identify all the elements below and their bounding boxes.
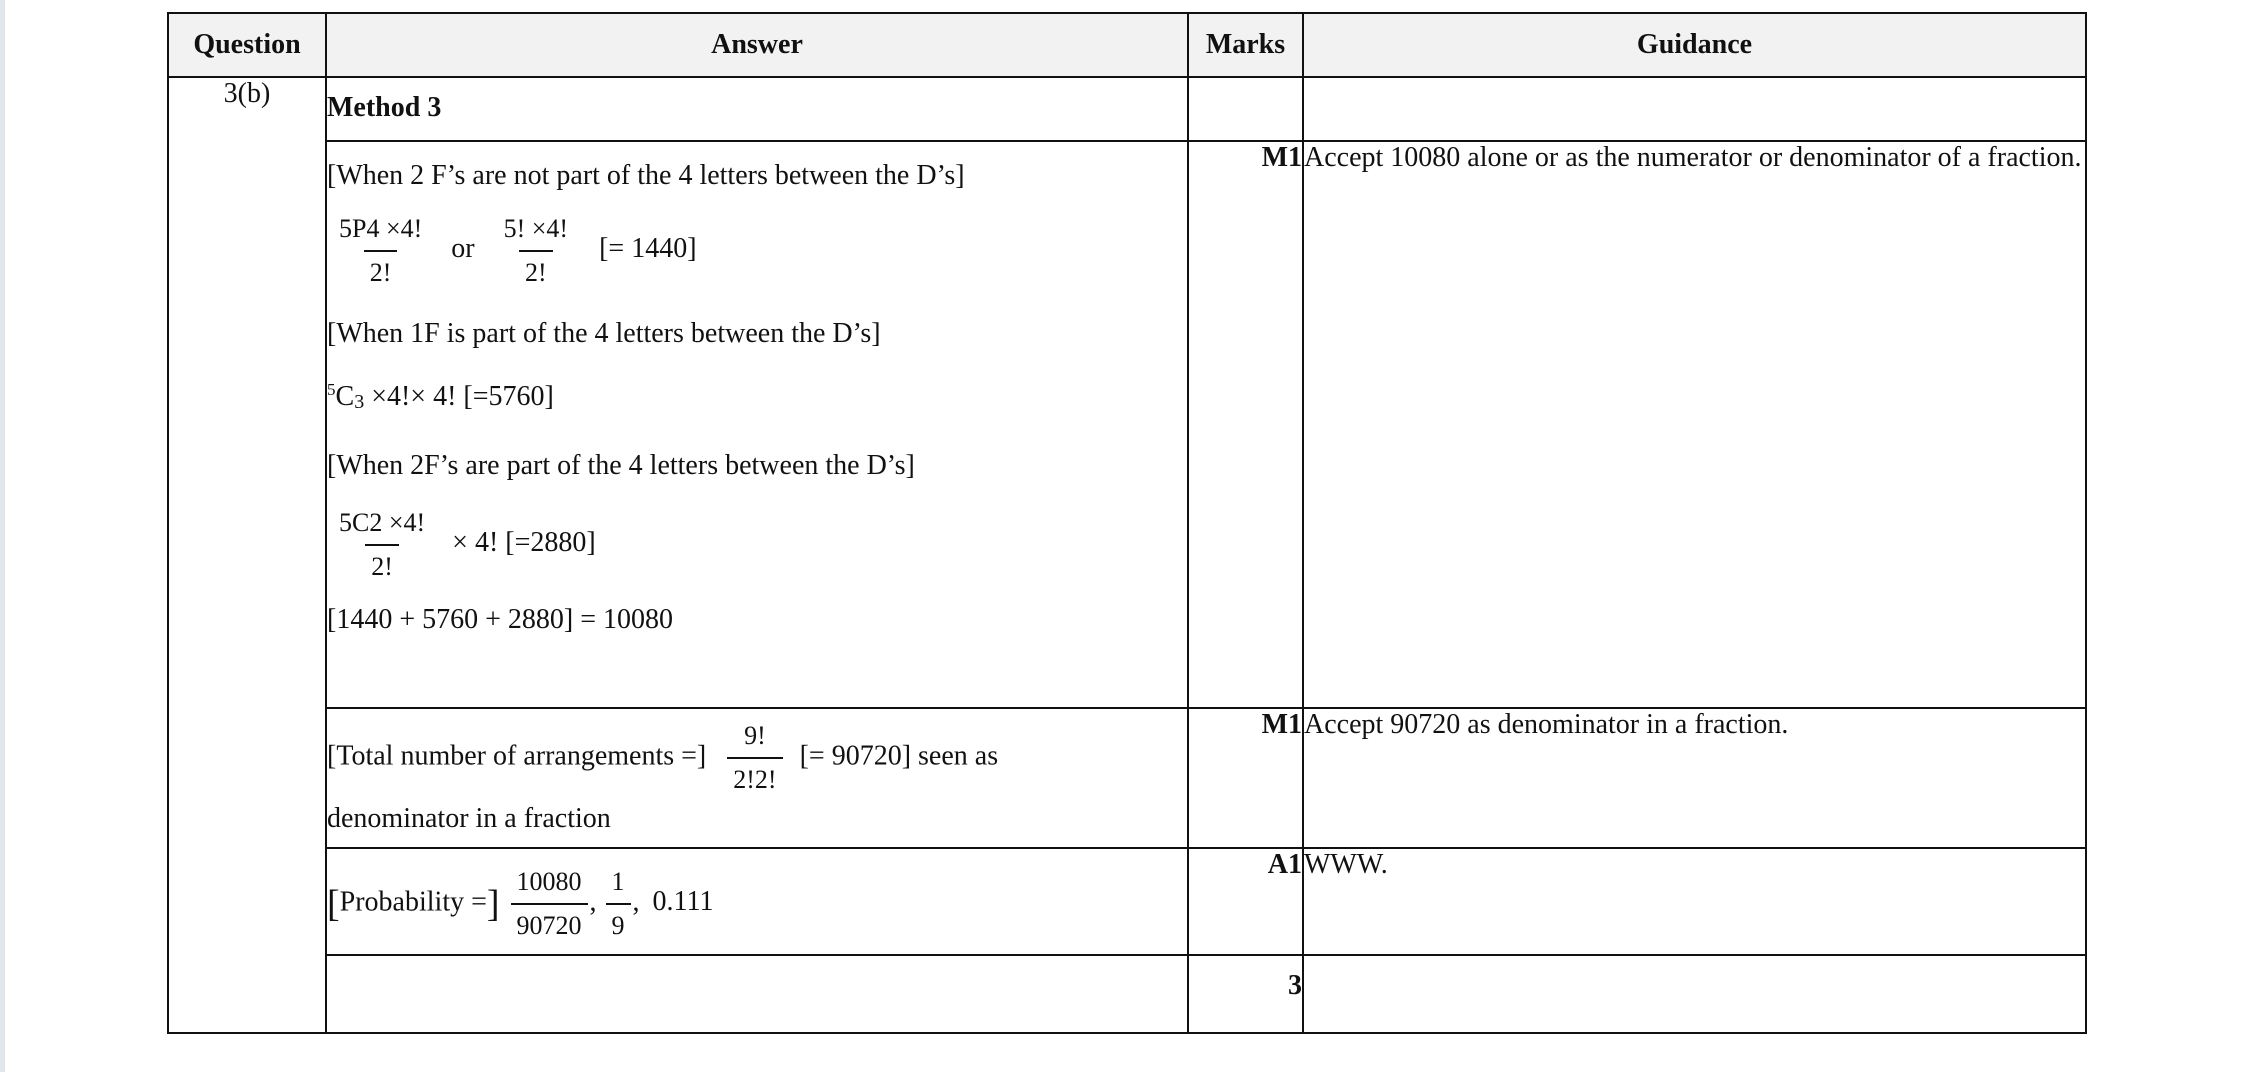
case3-text: [When 2F’s are part of the 4 letters between the D’s] <box>327 450 915 481</box>
header-row <box>168 13 2086 77</box>
case3-expression <box>327 508 1187 582</box>
total-marks-answer-cell <box>326 955 1188 1033</box>
case2-expression <box>327 380 1187 414</box>
arrangements-answer-cell <box>326 141 1188 708</box>
case1-fraction-2 <box>498 214 574 288</box>
total-answer-cell <box>326 708 1188 848</box>
case1-frac2-numerator: 5! ×4! <box>503 214 569 243</box>
case2-rest: ×4!× 4! [=5760] <box>364 381 554 412</box>
mark-scheme-table <box>167 12 2087 1034</box>
method-cell <box>326 77 1188 141</box>
total-expression <box>327 721 1187 795</box>
case1-frac1-denominator: 2! <box>364 250 398 288</box>
case2-text: [When 1F is part of the 4 letters between the D’s] <box>327 318 881 349</box>
total-marks-row <box>168 955 2086 1033</box>
total-guidance: Accept 90720 as denominator in a fraction. <box>1303 708 2086 848</box>
prob-frac1-numerator: 10080 <box>516 867 582 896</box>
probability-label: Probability = <box>339 886 487 918</box>
total-mark: M1 <box>1188 708 1303 848</box>
total-marks-guidance-cell <box>1303 955 2086 1033</box>
header-marks: Marks <box>1188 13 1303 77</box>
case3-frac-numerator: 5C2 ×4! <box>339 508 426 537</box>
arrangements-mark: M1 <box>1188 141 1303 708</box>
case2-subscript: 3 <box>354 391 365 413</box>
probability-fraction-1 <box>511 867 588 941</box>
header-question: Question <box>168 13 326 77</box>
case1-or: or <box>451 233 475 265</box>
probability-mark: A1 <box>1188 848 1303 955</box>
total-fraction <box>727 721 782 795</box>
total-text-before: [Total number of arrangements =] <box>327 740 707 772</box>
case1-text: [When 2 F’s are not part of the 4 letters between the D’s] <box>327 160 965 191</box>
case1-frac1-numerator: 5P4 ×4! <box>339 214 423 243</box>
total-text-line2: denominator in a fraction <box>327 803 611 834</box>
left-edge-strip <box>0 0 5 1072</box>
prob-frac1-denominator: 90720 <box>511 903 588 941</box>
prob-frac2-numerator: 1 <box>611 867 625 896</box>
prob-frac2-denominator: 9 <box>606 903 631 941</box>
method-marks-cell <box>1188 77 1303 141</box>
total-frac-denominator: 2!2! <box>727 757 782 795</box>
method-guidance-cell <box>1303 77 2086 141</box>
case2-superscript: 5 <box>327 380 336 399</box>
probability-row <box>168 848 2086 955</box>
probability-expression: [Probability =] $\frac{10080}{90720}$ , $\frac{1}{9}$ , 0.111 <box>327 867 714 940</box>
total-frac-numerator: 9! <box>744 721 766 750</box>
total-marks: 3 <box>1188 955 1303 1033</box>
probability-fraction-2 <box>606 867 631 941</box>
probability-value: 0.111 <box>652 886 714 918</box>
header-guidance: Guidance <box>1303 13 2086 77</box>
header-answer: Answer <box>326 13 1188 77</box>
probability-answer-cell <box>326 848 1188 955</box>
case2-c: C <box>335 381 355 412</box>
case1-fraction-1 <box>333 214 428 288</box>
total-text-after: [= 90720] seen as <box>799 740 999 772</box>
sum-text: [1440 + 5760 + 2880] = 10080 <box>327 604 674 635</box>
arrangements-guidance: Accept 10080 alone or as the numerator or denominator of a fraction. <box>1303 141 2086 708</box>
case3-rest: × 4! [=2880] <box>452 527 596 559</box>
arrangements-row <box>168 141 2086 708</box>
case3-frac-denominator: 2! <box>365 544 399 582</box>
question-number: 3(b) <box>168 77 326 1033</box>
probability-guidance: WWW. <box>1303 848 2086 955</box>
method-row <box>168 77 2086 141</box>
method-title: Method 3 <box>327 92 442 123</box>
case3-fraction <box>333 508 431 582</box>
case1-result: [= 1440] <box>599 233 697 265</box>
case1-frac2-denominator: 2! <box>519 250 553 288</box>
total-arrangements-row <box>168 708 2086 848</box>
case1-expression <box>327 214 1187 288</box>
